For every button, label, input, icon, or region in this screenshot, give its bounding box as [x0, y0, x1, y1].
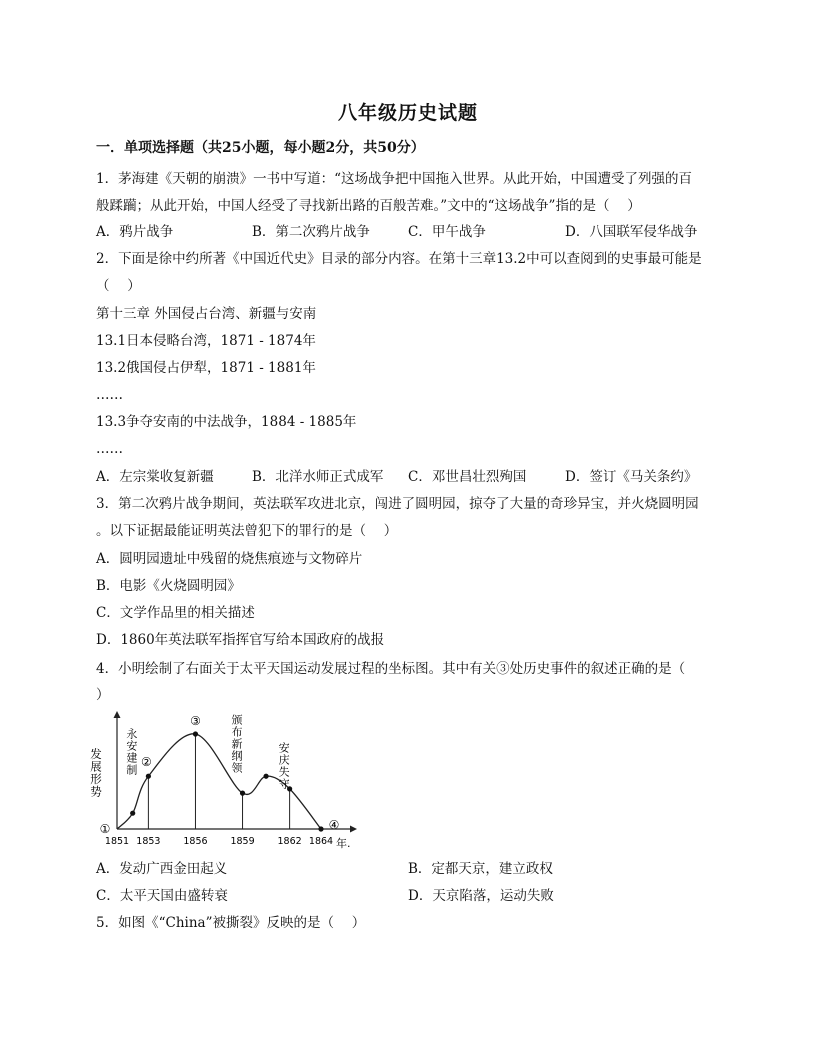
q2-toc-line: 第十三章 外国侵占台湾、新疆与安南 — [96, 306, 317, 322]
event-annotation: 颁布新纲领 — [230, 714, 244, 774]
q2-toc-line: …… — [96, 441, 123, 457]
q2-toc-line: 13.1日本侵略台湾，1871 - 1874年 — [96, 333, 316, 349]
q4-option-a[interactable]: A．发动广西金田起义 — [96, 861, 228, 877]
page-title: 八年级历史试题 — [337, 102, 478, 124]
q3-option-c[interactable]: C．文学作品里的相关描述 — [96, 605, 255, 621]
q1-stem-line2: 般蹂躏；从此开始，中国人经受了寻找新出路的百般苦难。”文中的“这场战争”指的是（ ） — [96, 198, 641, 214]
q2-option-a[interactable]: A．左宗棠收复新疆 — [96, 469, 214, 485]
taiping-chart — [89, 708, 362, 854]
q2-toc-line: 13.3争夺安南的中法战争，1884 - 1885年 — [96, 414, 357, 430]
x-tick-label: 1856 — [183, 836, 208, 847]
data-point — [318, 826, 323, 831]
q5-stem-line1: 5．如图《“China”被撕裂》反映的是（ ） — [96, 915, 366, 931]
y-axis-arrow — [114, 711, 121, 718]
x-axis-arrow — [350, 826, 357, 833]
x-tick-label: 1851 — [104, 836, 130, 847]
x-tick-label: 1864 — [308, 836, 334, 847]
q1-stem-line1: 1．茅海建《天朝的崩溃》一书中写道：“这场战争把中国拖入世界。从此开始，中国遭受了列强的百 — [96, 171, 692, 187]
q3-option-b[interactable]: B．电影《火烧圆明园》 — [96, 578, 241, 594]
q4-option-d[interactable]: D．天京陷落，运动失败 — [408, 888, 554, 904]
q4-stem-line2: ） — [96, 687, 110, 703]
trend-line — [117, 734, 321, 829]
data-point — [146, 774, 151, 779]
x-tick-label: 1862 — [277, 836, 302, 847]
q1-option-a[interactable]: A．鸦片战争 — [96, 224, 174, 240]
q1-option-b[interactable]: B．第二次鸦片战争 — [252, 224, 370, 240]
point-marker: ① — [99, 822, 111, 836]
x-tick-label: 1859 — [230, 836, 255, 847]
q4-option-b[interactable]: B．定都天京，建立政权 — [408, 861, 553, 877]
data-point — [130, 811, 135, 816]
x-tick-label: 1853 — [136, 836, 161, 847]
q2-stem-line2: （ ） — [96, 278, 141, 294]
q2-option-c[interactable]: C．邓世昌壮烈殉国 — [408, 469, 527, 485]
q3-stem-line1: 3．第二次鸦片战争期间，英法联军攻进北京，闯进了圆明园，掠夺了大量的奇珍异宝，并火烧圆明园 — [96, 496, 699, 512]
q2-option-b[interactable]: B．北洋水师正式成军 — [252, 469, 384, 485]
q2-toc-line: 13.2俄国侵占伊犁，1871 - 1881年 — [96, 360, 316, 376]
q1-option-d[interactable]: D．八国联军侵华战争 — [565, 224, 698, 240]
point-marker: ② — [141, 755, 152, 770]
q4-option-c[interactable]: C．太平天国由盛转衰 — [96, 888, 228, 904]
q2-toc-line: …… — [96, 387, 123, 403]
q2-option-d[interactable]: D．签订《马关条约》 — [565, 469, 698, 485]
x-axis-label: 年. — [336, 837, 351, 850]
q3-option-a[interactable]: A．圆明园遗址中残留的烧焦痕迹与文物碎片 — [96, 551, 363, 567]
data-point — [193, 731, 198, 736]
q4-stem-line1: 4．小明绘制了右面关于太平天国运动发展过程的坐标图。其中有关③处历史事件的叙述正确的是（ — [96, 661, 686, 677]
data-point — [263, 774, 268, 779]
q1-option-c[interactable]: C．甲午战争 — [408, 224, 486, 240]
data-point — [240, 791, 245, 796]
q3-option-d[interactable]: D．1860年英法联军指挥官写给本国政府的战报 — [96, 632, 385, 648]
y-axis-label: 发展形势 — [89, 748, 103, 798]
q3-stem-line2: 。以下证据最能证明英法曾犯下的罪行的是（ ） — [96, 523, 398, 539]
point-marker: ④ — [328, 818, 340, 832]
section-heading: 一．单项选择题（共25小题，每小题2分，共50分） — [96, 140, 425, 156]
q2-stem-line1: 2．下面是徐中约所著《中国近代史》目录的部分内容。在第十三章13.2中可以查阅到的史事最可能是 — [96, 251, 702, 267]
point-marker: ③ — [190, 714, 201, 728]
event-annotation: 安庆失守 — [277, 742, 291, 790]
event-annotation: 永安建制 — [124, 728, 138, 776]
